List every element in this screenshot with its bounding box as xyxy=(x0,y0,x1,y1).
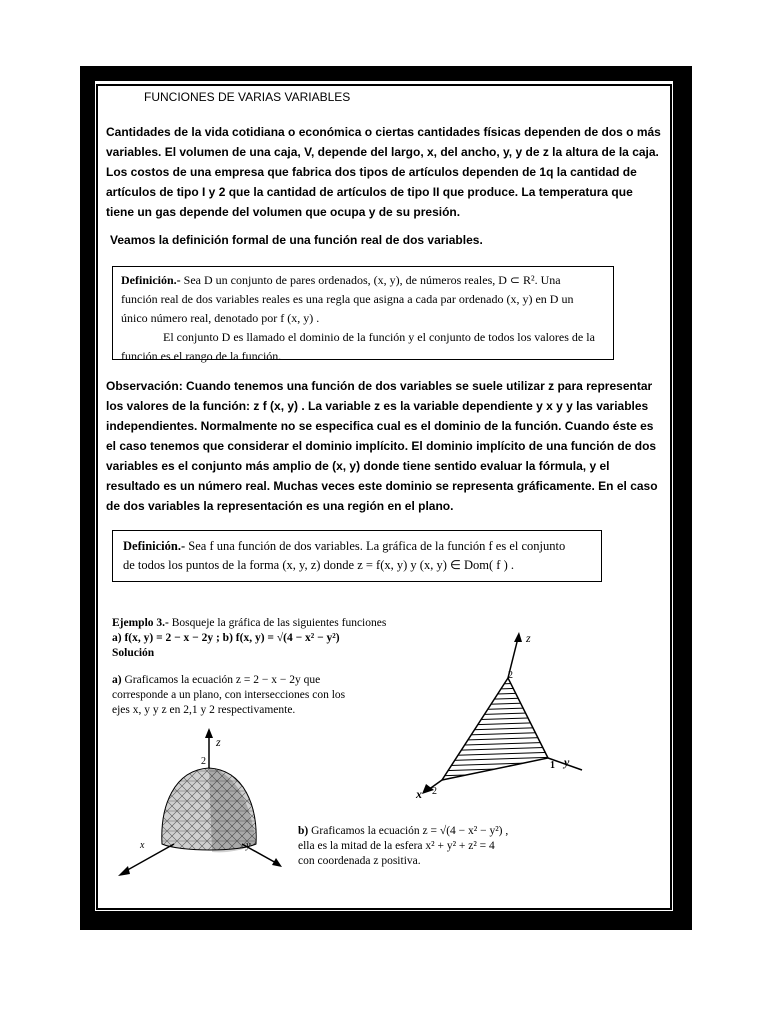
definition-line: único número real, denotado por f (x, y) . xyxy=(121,311,320,325)
part-b-line: ella es la mitad de la esfera x² + y² + z² = 4 xyxy=(298,840,495,852)
label-x: x xyxy=(416,787,422,801)
example-label: Ejemplo 3.- xyxy=(112,617,169,629)
definition-line: función real de dos variables reales es una regla que asigna a cada par ordenado (x, y) en D un xyxy=(121,292,574,306)
x-axis xyxy=(124,844,174,872)
observation-paragraph: Observación: Cuando tenemos una función de dos variables se suele utilizar z para representar los valores de la función: z f (x, y) . La variable z es la variable dependiente y x y y las variables independientes. Normalmente no se especifica cual es el dominio de la función. Cuando éste es el caso tenemos que considerar el dominio implícito. El dominio implícito de una función de dos variables es el conjunto más amplio de (x, y) donde tiene sentido evaluar la fórmula, y el resultado es un número real. Muchas veces este dominio se representa gráficamente. En el caso de dos variables la representación es una región en el plano. xyxy=(106,379,658,513)
intro-paragraph: Cantidades de la vida cotidiana o económica o ciertas cantidades físicas dependen de dos o más variables. El volumen de una caja, V, depende del largo, x, del ancho, y, y de z la altura de la caja. Los costos de una empresa que fabrica dos tipos de artículos dependen de 1q la cantidad de artículos de tipo I y 2 que la cantidad de artículos de tipo II que produce. La temperatura que tiene un gas depende del volumen que ocupa y de su presión. xyxy=(106,125,661,219)
part-a-label: a) xyxy=(112,674,122,686)
label-y: y xyxy=(564,755,570,769)
x-axis-arrow xyxy=(118,866,130,876)
part-b-line: con coordenada z positiva. xyxy=(298,855,421,867)
definition-intro: Veamos la definición formal de una función real de dos variables. xyxy=(110,233,483,247)
label-z: z xyxy=(526,631,531,645)
label-2-top: 2 xyxy=(508,670,513,681)
definition-label: Definición.- xyxy=(121,273,181,287)
label-x: x xyxy=(140,840,145,851)
hemisphere-figure xyxy=(112,726,282,884)
definition-label: Definición.- xyxy=(123,539,186,553)
label-1: 1 xyxy=(550,760,555,771)
z-axis-arrow xyxy=(205,728,213,738)
part-b-label: b) xyxy=(298,825,309,837)
label-2: 2 xyxy=(201,756,206,767)
definition-line: Sea f una función de dos variables. La gráfica de la función f es el conjunto xyxy=(185,539,566,553)
label-2-left: 2 xyxy=(432,786,437,797)
definition-line: Sea D un conjunto de pares ordenados, (x, y), de números reales, D ⊂ R². Una xyxy=(180,273,561,287)
example-heading-text: Bosqueje la gráfica de las siguientes funciones xyxy=(168,617,387,629)
z-axis-arrow xyxy=(514,632,522,642)
part-b-text xyxy=(298,824,548,869)
label-y: y xyxy=(246,840,251,851)
example-functions: a) f(x, y) = 2 − x − 2y ; b) f(x, y) = √(4 − x² − y²) xyxy=(112,632,340,644)
definition-box-2 xyxy=(112,530,602,582)
plane-figure xyxy=(412,630,592,802)
plane-hatching xyxy=(432,670,562,790)
definition-box-1 xyxy=(112,266,614,363)
solution-label: Solución xyxy=(112,647,155,659)
document-title: FUNCIONES DE VARIAS VARIABLES xyxy=(144,90,351,104)
part-a-text xyxy=(112,673,362,718)
part-b-line: Graficamos la ecuación z = √(4 − x² − y²) , xyxy=(308,825,509,837)
y-axis-arrow xyxy=(272,858,282,867)
part-a-body: Graficamos la ecuación z = 2 − x − 2y que corresponde a un plano, con intersecciones con los ejes x, y y z en 2,1 y 2 respectivamente. xyxy=(112,674,346,716)
definition-line: función es el rango de la función. xyxy=(121,349,282,363)
label-z: z xyxy=(216,735,221,749)
definition-line: El conjunto D es llamado el dominio de la función y el conjunto de todos los valores de la xyxy=(163,330,595,344)
definition-line: de todos los puntos de la forma (x, y, z) donde z = f(x, y) y (x, y) ∈ Dom( f ) . xyxy=(123,558,514,572)
example-heading-block xyxy=(112,616,402,661)
